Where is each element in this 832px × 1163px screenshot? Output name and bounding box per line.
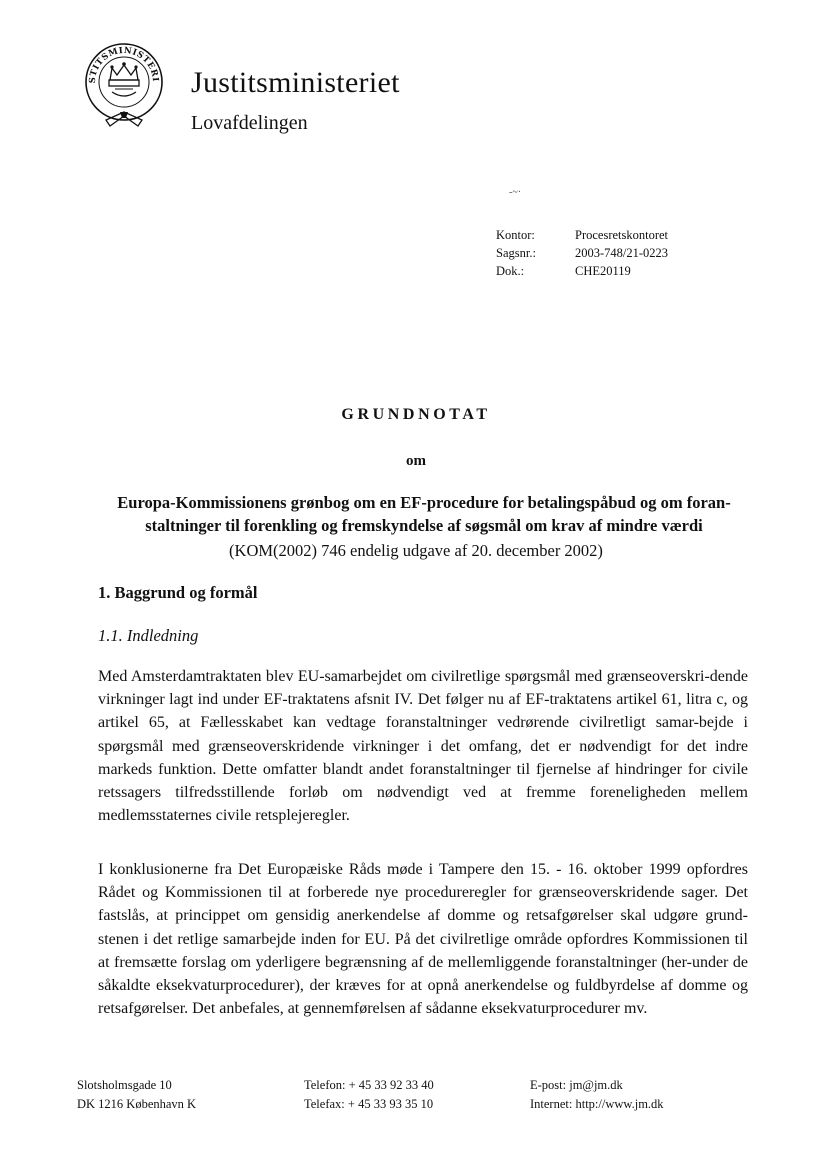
department-name: Lovafdelingen xyxy=(191,112,308,134)
footer-fax: Telefax: + 45 33 93 35 10 xyxy=(304,1097,434,1111)
reference-row-office xyxy=(496,226,668,244)
footer-address-line-2: DK 1216 København K xyxy=(77,1097,197,1111)
footer-phone: Telefon: + 45 33 92 33 40 xyxy=(304,1078,434,1092)
ministry-seal-logo xyxy=(82,40,166,130)
document-subject xyxy=(105,491,743,537)
reference-row-case-number xyxy=(496,244,668,262)
ministry-name: Justitsministeriet xyxy=(191,66,400,99)
case-number-label: Sagsnr.: xyxy=(496,246,536,260)
document-label: Dok.: xyxy=(496,264,525,278)
office-value: Procesretskontoret xyxy=(575,228,669,242)
footer-contact-block xyxy=(530,1076,664,1114)
subject-line-2: staltninger til forenkling og fremskyndelse af søgsmål om krav af mindre værdi xyxy=(145,516,703,535)
section-heading: 1. Baggrund og formål xyxy=(98,583,258,602)
footer-internet: Internet: http://www.jm.dk xyxy=(530,1097,664,1111)
footer-email: E-post: jm@jm.dk xyxy=(530,1078,623,1092)
document-value: CHE20119 xyxy=(575,264,631,278)
reference-row-document xyxy=(496,262,668,280)
office-label: Kontor: xyxy=(496,228,535,242)
subject-reference: (KOM(2002) 746 endelig udgave af 20. december 2002) xyxy=(229,541,603,560)
document-title: GRUNDNOTAT xyxy=(341,406,491,423)
body-paragraph-2: I konklusionerne fra Det Europæiske Råds møde i Tampere den 15. - 16. oktober 1999 opfordres Rådet og Kommissionen til at forberede nye procedureregler for grænseoverskridende sager. Det fastslås, at princippet om gensidig anerkendelse af domme og retsafgørelser skal udgøre grund-stenen i det retlige samarbejde inden for EU. På det civilretlige område opfordres Kommissionen til at fremsætte forslag om yderligere begrænsning af de mellemliggende foranstaltninger (her-under de såkaldte eksekvaturprocedurer), der kræves for at opnå anerkendelse og fuldbyrdelse af domme og retsafgørelser. Det anbefales, at gennemførelsen af sådanne eksekvaturprocedurer mv. xyxy=(98,861,748,1018)
footer-address-line-1: Slotsholmsgade 10 xyxy=(77,1078,172,1092)
stray-mark: -~· xyxy=(509,187,522,198)
svg-text:JUSTITSMINISTERIET: STITSMINISTERI xyxy=(87,45,161,84)
body-paragraph-1: Med Amsterdamtraktaten blev EU-samarbejdet om civilretlige spørgsmål med grænseoverskri-dende virkninger lagt ind under EF-traktatens afsnit IV. Det følger nu af EF-traktatens artikel 61, litra c, og artikel 65, at Fællesskabet kan vedtage foranstaltninger vedrørende civilretligt samar-bejde i spørgsmål med grænseoverskridende virkninger i det omfang, det er nødvendigt for det indre markeds funktion. Dette omfatter blandt andet foranstaltninger til fjernelse af hindringer for civile retssagers tilfredsstillende forløb om nødvendigt ved at fremme foreneligheden mellem medlemsstaternes civile retsplejeregler. xyxy=(98,668,748,825)
footer-phone-block xyxy=(304,1076,434,1114)
reference-block xyxy=(496,226,668,280)
footer-address xyxy=(77,1076,196,1114)
case-number-value: 2003-748/21-0223 xyxy=(575,246,669,260)
subsection-heading: 1.1. Indledning xyxy=(98,626,199,645)
subject-line-1: Europa-Kommissionens grønbog om en EF-procedure for betalingspåbud og om foran- xyxy=(117,493,731,512)
title-connector: om xyxy=(406,453,426,469)
